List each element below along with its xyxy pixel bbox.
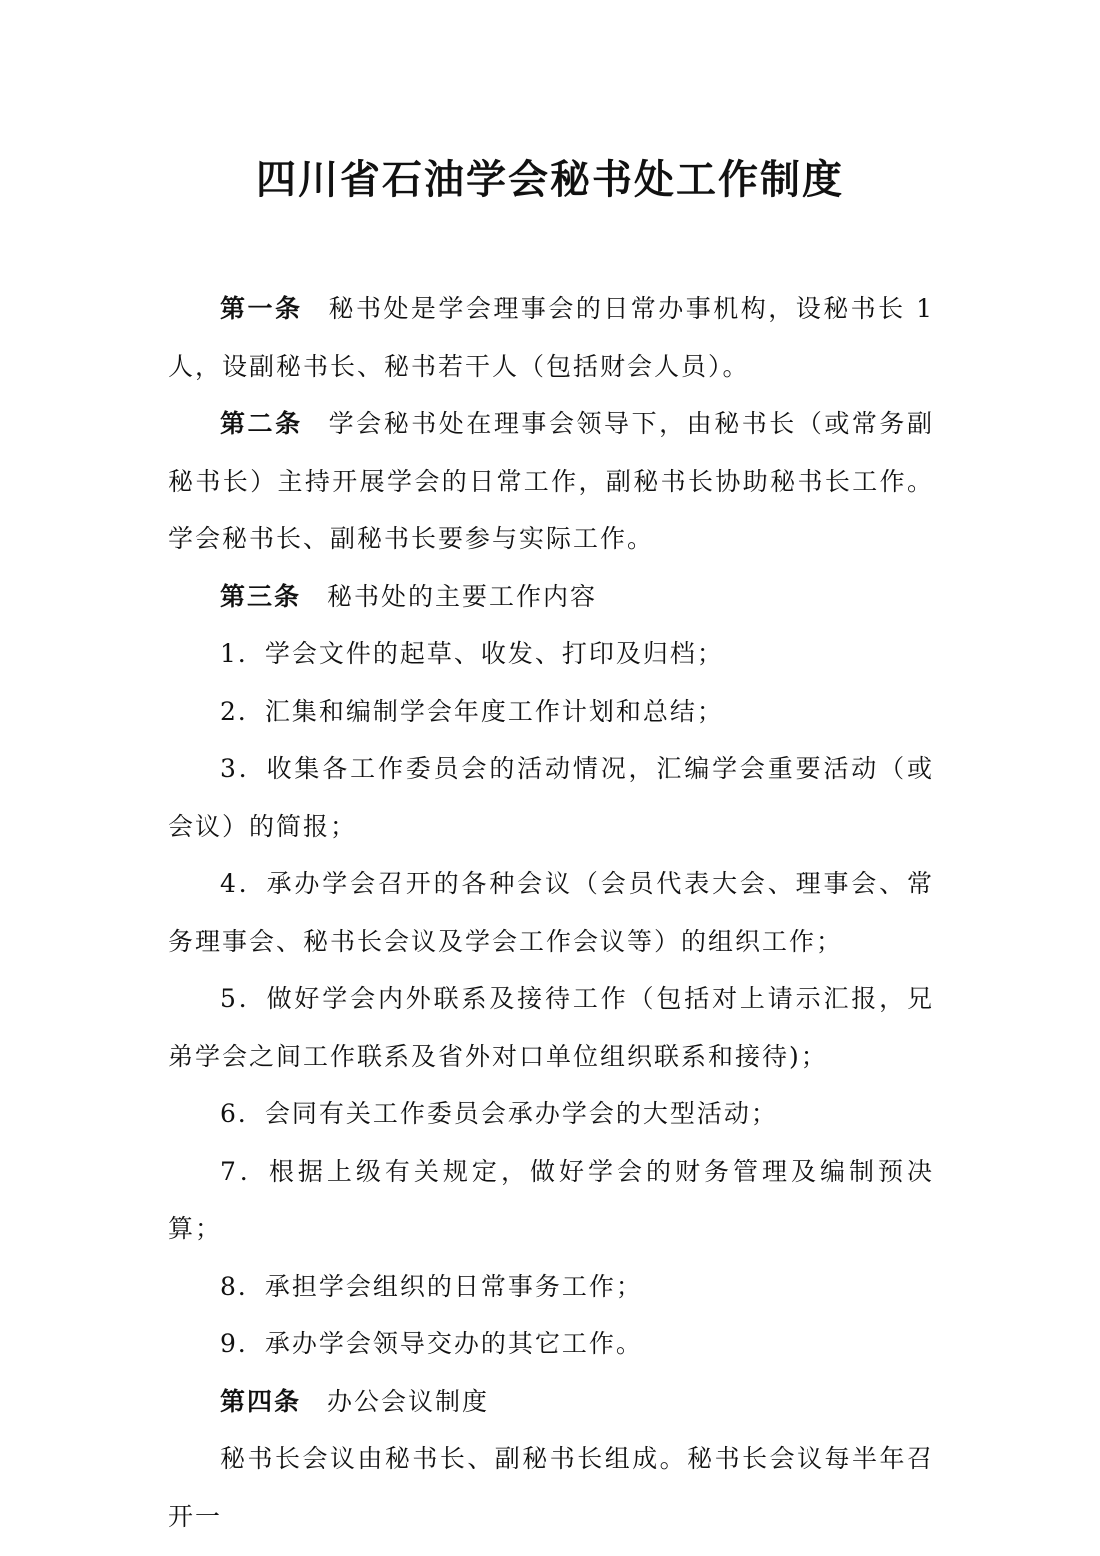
paragraph-text: 秘书处是学会理事会的日常办事机构，设秘书长 1 人，设副秘书长、秘书若干人（包括财会人员）。 <box>168 294 934 381</box>
paragraph-article-3 <box>168 568 934 626</box>
paragraph-text: 6．会同有关工作委员会承办学会的大型活动； <box>220 1099 778 1128</box>
list-item <box>168 683 934 741</box>
list-item <box>168 1085 934 1143</box>
paragraph-text: 1．学会文件的起草、收发、打印及归档； <box>220 639 724 668</box>
paragraph-text: 办公会议制度 <box>327 1386 490 1416</box>
document-title: 四川省石油学会秘书处工作制度 <box>256 157 844 203</box>
list-item <box>168 970 934 1085</box>
paragraph-text: 学会秘书处在理事会领导下，由秘书长（或常务副秘书长）主持开展学会的日常工作，副秘书长协助秘书长工作。学会秘书长、副秘书长要参与实际工作。 <box>168 409 934 553</box>
paragraph-meeting-rule <box>168 1430 934 1545</box>
list-item <box>168 1258 934 1316</box>
paragraph-text: 8．承担学会组织的日常事务工作； <box>220 1271 643 1301</box>
paragraph-article-4 <box>168 1373 934 1431</box>
list-item <box>168 1143 934 1258</box>
paragraph-text: 5．做好学会内外联系及接待工作（包括对上请示汇报，兄弟学会之间工作联系及省外对口单位组织联系和接待)； <box>168 984 934 1071</box>
list-item <box>168 855 934 970</box>
document-body <box>168 280 934 1545</box>
list-item <box>168 740 934 855</box>
article-heading: 第三条 <box>220 581 302 611</box>
article-heading: 第二条 <box>220 409 303 438</box>
article-heading: 第一条 <box>220 294 303 323</box>
paragraph-text: 2．汇集和编制学会年度工作计划和总结； <box>220 696 724 726</box>
paragraph-article-2 <box>168 395 934 568</box>
list-item <box>168 1315 934 1373</box>
paragraph-text: 3．收集各工作委员会的活动情况，汇编学会重要活动（或会议）的简报； <box>168 754 934 841</box>
paragraph-article-1 <box>168 280 934 395</box>
list-item <box>168 625 934 683</box>
paragraph-text: 秘书处的主要工作内容 <box>327 581 598 611</box>
paragraph-text: 7．根据上级有关规定，做好学会的财务管理及编制预决算； <box>168 1156 934 1243</box>
article-heading: 第四条 <box>220 1386 302 1416</box>
paragraph-text: 4．承办学会召开的各种会议（会员代表大会、理事会、常务理事会、秘书长会议及学会工作会议等）的组织工作； <box>168 869 934 956</box>
paragraph-text: 9．承办学会领导交办的其它工作。 <box>220 1329 643 1358</box>
paragraph-text: 秘书长会议由秘书长、副秘书长组成。秘书长会议每半年召开一 <box>168 1444 934 1531</box>
